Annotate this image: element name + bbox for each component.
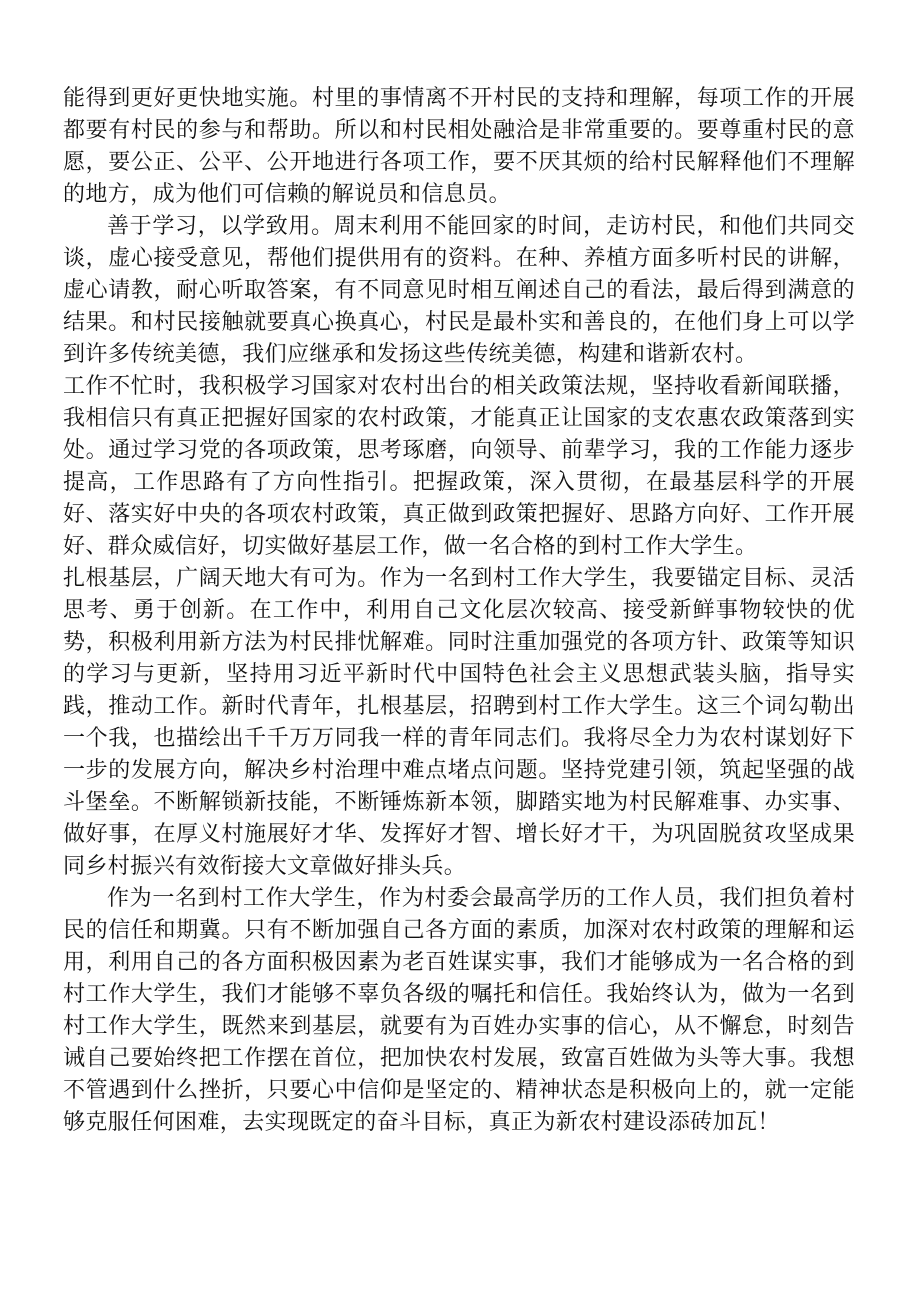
paragraph-4: 扎根基层，广阔天地大有可为。作为一名到村工作大学生，我要锚定目标、灵活思考、勇于创新。在工作中，利用自己文化层次较高、接受新鲜事物较快的优势，积极利用新方法为村民排忧解难。同时注重加强党的各项方针、政策等知识的学习与更新，坚持用习近平新时代中国特色社会主义思想武装头脑，指导实践，推动工作。新时代青年，扎根基层，招聘到村工作大学生。这三个词勾勒出一个我，也描绘出千千万万同我一样的青年同志们。我将尽全力为农村谋划好下一步的发展方向，解决乡村治理中难点堵点问题。坚持党建引领，筑起坚强的战斗堡垒。不断解锁新技能，不断锤炼新本领，脚踏实地为村民解难事、办实事、做好事，在厚义村施展好才华、发挥好才智、增长好才干，为巩固脱贫攻坚成果同乡村振兴有效衔接大文章做好排头兵。: [63, 566, 855, 879]
paragraph-3: 工作不忙时，我积极学习国家对农村出台的相关政策法规，坚持收看新闻联播，我相信只有真正把握好国家的农村政策，才能真正让国家的支农惠农政策落到实处。通过学习党的各项政策，思考琢磨，向领导、前辈学习，我的工作能力逐步提高，工作思路有了方向性指引。把握政策，深入贯彻，在最基层科学的开展好、落实好中央的各项农村政策，真正做到政策把握好、思路方向好、工作开展好、群众威信好，切实做好基层工作，做一名合格的到村工作大学生。: [63, 374, 855, 559]
paragraph-5: 作为一名到村工作大学生，作为村委会最高学历的工作人员，我们担负着村民的信任和期冀。只有不断加强自己各方面的素质，加深对农村政策的理解和运用，利用自己的各方面积极因素为老百姓谋实事，我们才能够成为一名合格的到村工作大学生，我们才能够不辜负各级的嘱托和信任。我始终认为，做为一名到村工作大学生，既然来到基层，就要有为百姓办实事的信心，从不懈怠，时刻告诫自己要始终把工作摆在首位，把加快农村发展，致富百姓做为头等大事。我想不管遇到什么挫折，只要心中信仰是坚定的、精神状态是积极向上的，就一定能够克服任何困难，去实现既定的奋斗目标，真正为新农村建设添砖加瓦！: [63, 886, 855, 1135]
paragraph-2: 善于学习，以学致用。周末利用不能回家的时间，走访村民，和他们共同交谈，虚心接受意见，帮他们提供用有的资料。在种、养植方面多听村民的讲解，虚心请教，耐心听取答案，有不同意见时相互阐述自己的看法，最后得到满意的结果。和村民接触就要真心换真心，村民是最朴实和善良的，在他们身上可以学到许多传统美德，我们应继承和发扬这些传统美德，构建和谐新农村。: [63, 214, 855, 367]
document-page: [63, 83, 855, 1139]
paragraph-1: 能得到更好更快地实施。村里的事情离不开村民的支持和理解，每项工作的开展都要有村民的参与和帮助。所以和村民相处融洽是非常重要的。要尊重村民的意愿，要公正、公平、公开地进行各项工作，要不厌其烦的给村民解释他们不理解的地方，成为他们可信赖的解说员和信息员。: [63, 86, 855, 207]
